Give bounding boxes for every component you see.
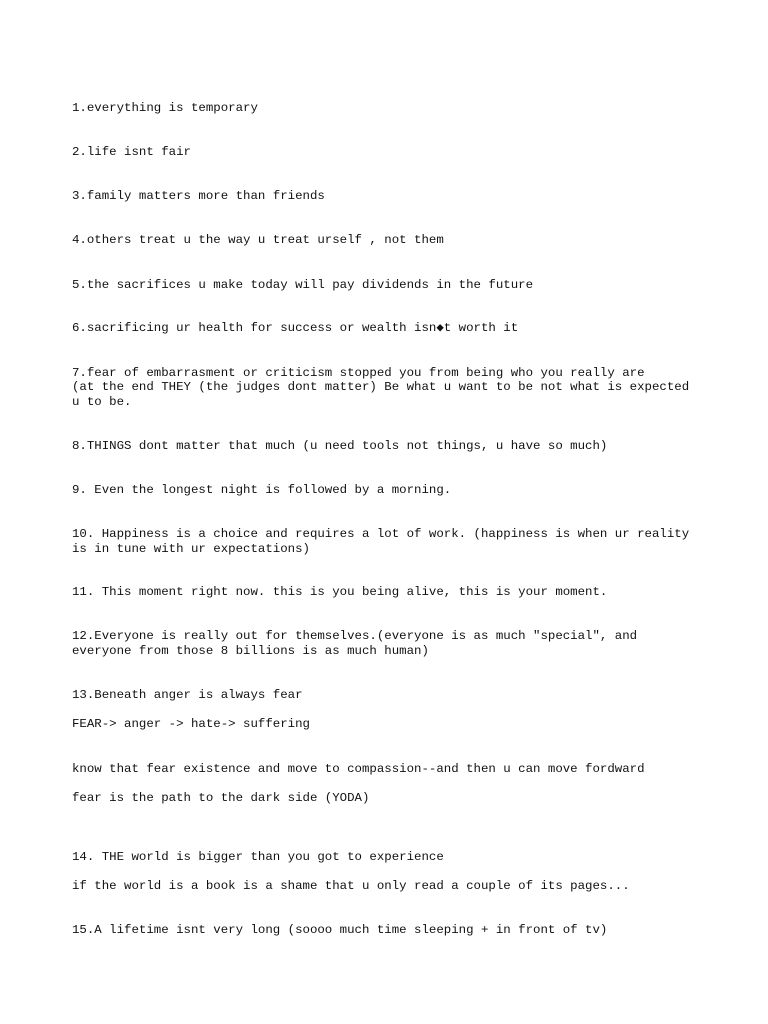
list-item-14: 14. THE world is bigger than you got to experience <box>72 850 444 864</box>
list-item-6: 6.sacrificing ur health for success or wealth isn◆t worth it <box>72 321 519 335</box>
list-item-10-line-1: 10. Happiness is a choice and requires a lot of work. (happiness is when ur reality <box>72 527 690 541</box>
fear-chain-line: FEAR-> anger -> hate-> suffering <box>72 717 310 731</box>
list-item-7-line-2: (at the end THEY (the judges dont matter) Be what u want to be not what is expected <box>72 380 690 394</box>
list-item-11: 11. This moment right now. this is you being alive, this is your moment. <box>72 585 608 599</box>
list-item-7-line-3: u to be. <box>72 395 132 409</box>
list-item-9: 9. Even the longest night is followed by a morning. <box>72 483 452 497</box>
list-item-2: 2.life isnt fair <box>72 145 191 159</box>
list-item-1: 1.everything is temporary <box>72 101 258 115</box>
list-item-4: 4.others treat u the way u treat urself , not them <box>72 233 444 247</box>
list-item-8: 8.THINGS dont matter that much (u need tools not things, u have so much) <box>72 439 608 453</box>
list-item-3: 3.family matters more than friends <box>72 189 325 203</box>
list-item-10-line-2: is in tune with ur expectations) <box>72 542 310 556</box>
book-metaphor-line: if the world is a book is a shame that u only read a couple of its pages... <box>72 879 630 893</box>
list-item-12-line-2: everyone from those 8 billions is as much human) <box>72 644 429 658</box>
list-item-12-line-1: 12.Everyone is really out for themselves.(everyone is as much "special", and <box>72 629 638 643</box>
list-item-13: 13.Beneath anger is always fear <box>72 688 303 702</box>
yoda-quote-line: fear is the path to the dark side (YODA) <box>72 791 370 805</box>
list-item-15: 15.A lifetime isnt very long (soooo much time sleeping + in front of tv) <box>72 923 608 937</box>
list-item-5: 5.the sacrifices u make today will pay dividends in the future <box>72 278 534 292</box>
compassion-line: know that fear existence and move to compassion--and then u can move fordward <box>72 762 645 776</box>
list-item-7-line-1: 7.fear of embarrasment or criticism stopped you from being who you really are <box>72 366 645 380</box>
